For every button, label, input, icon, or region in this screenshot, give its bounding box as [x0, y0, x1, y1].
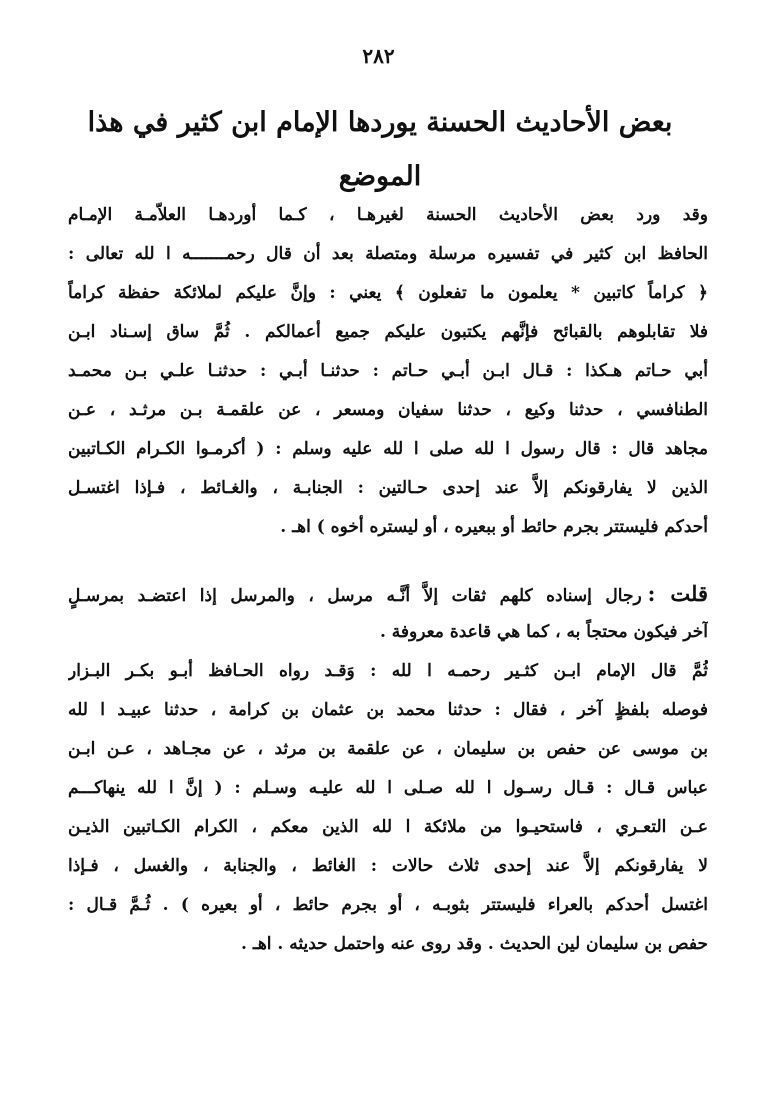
heading-line-2: الموضع [338, 161, 422, 192]
section-heading [70, 96, 690, 204]
qult-label: قلت : [647, 581, 708, 606]
text-line: اغتسل أحدكم بالعراء فليستتر بثوبـه ، أو بجرم حائط ، أو بعيره ) . ثُـمَّ قـال : [68, 895, 708, 915]
text-line: مجاهد قال : قال رسول ا لله صلى ا لله عليه وسلم : ( أكرمـوا الكـرام الكـاتبين [68, 439, 708, 459]
text-line: الطنافسي ، حدثنا وكيع ، حدثنا سفيان ومسعر ، عن علقمـة بـن مرثـد ، عـن [68, 400, 708, 420]
text-line: عـن التعـري ، فاستحيـوا من ملائكة ا لله الذين معكم ، الكرام الكـاتبين الذيـن [68, 817, 708, 837]
page-number: ٢٨٢ [362, 44, 395, 68]
heading-line-1: بعض الأحاديث الحسنة يوردها الإمام ابن كثير في هذا [87, 107, 673, 138]
text-line: الذين لا يفارقونكم إلاَّ عند إحدى حـالتين : الجنابـة ، والغـائط ، فـإذا اغتسـل [68, 478, 708, 498]
text-line: ثُمَّ قال الإمام ابـن كثـير رحمـه ا لله : وَقـد رواه الحـافظ أبـو بكـر البـزار [68, 661, 708, 681]
text-line: ﴿ كراماً كاتبين * يعلمون ما تفعلون ﴾ يعني : وإنَّ عليكم لملائكة حفظة كراماً [68, 283, 708, 303]
paragraph-3 [68, 652, 708, 964]
paragraph-1 [68, 196, 708, 547]
text-line: عباس قـال : قـال رسـول ا لله صـلى ا لله عليـه وسـلم : ( إنَّ ا لله ينهاكـــم [68, 778, 708, 798]
text-line: أحدكم فليستتر بجرم حائط أو ببعيره ، أو ليستره أخوه ) اهـ . [280, 517, 708, 537]
text-line: فلا تقابلوهم بالقبائح فإنَّهم يكتبون عليكم جميع أعمالكم . ثُمَّ ساق إسـناد ابـن [68, 322, 708, 342]
text-line: حفص بن سليمان لين الحديث . وقد روى عنه واحتمل حديثه . اهـ . [241, 934, 708, 954]
text-line: فوصله بلفظٍ آخر ، فقال : حدثنا محمد بن عثمان بن كرامة ، حدثنا عبيـد ا لله [68, 700, 708, 720]
text-line: وقد ورد بعض الأحاديث الحسنة لغيرهـا ، كـما أوردهـا العلاّمـة الإمـام [68, 205, 708, 225]
paragraph-2 [68, 574, 708, 652]
text-line: أبي حـاتم هـكذا : قـال ابـن أبـي حـاتم : حدثنـا أبـي : حدثنـا علـي بـن محمـد [68, 361, 708, 381]
text-line-content: رجال إسناده كلهم ثقات إلاَّ أنَّـه مرسل ، والمرسل إذا اعتضـد بمرسـلٍ [68, 586, 642, 606]
text-line: لا يفارقونكم إلاَّ عند إحدى ثلاث حالات : الغائط ، والجنابة ، والغسل ، فـإذا [68, 856, 708, 876]
text-line: آخر فيكون محتجاً به ، كما هي قاعدة معروفة . [379, 622, 708, 642]
text-line: بن موسى عن حفص بن سليمان ، عن علقمة بن مرثد ، عن مجـاهد ، عـن ابـن [68, 739, 708, 759]
text-line: الحافظ ابن كثير في تفسيره مرسلة ومتصلة بعد أن قال رحمـــــــه ا لله تعالى : [68, 244, 708, 264]
text-line [68, 574, 708, 613]
